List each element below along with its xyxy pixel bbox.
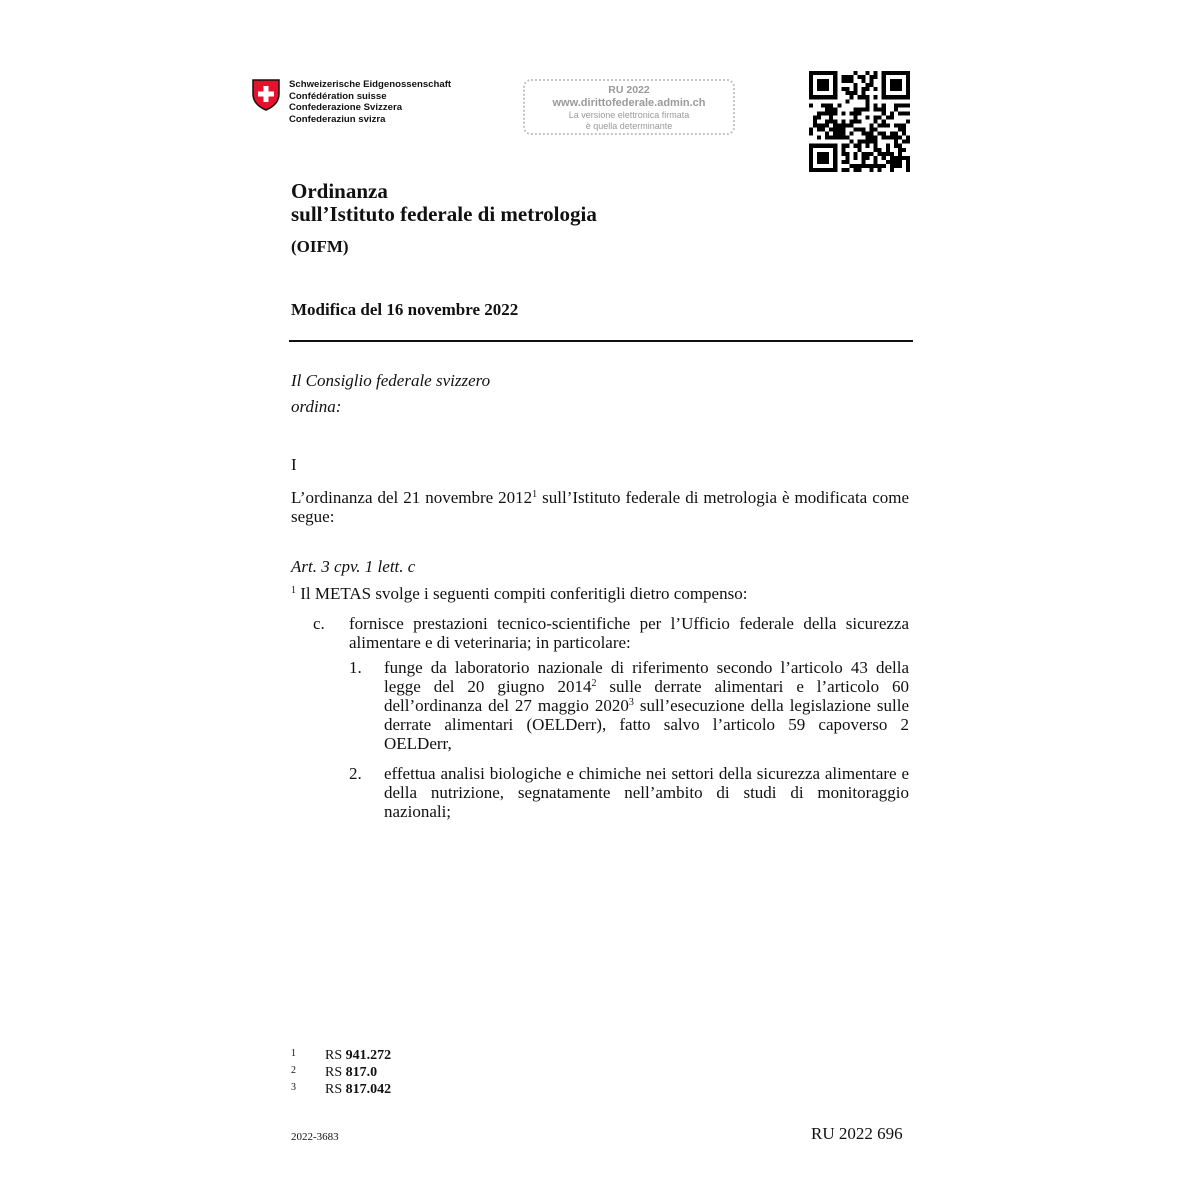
document-title: [291, 180, 597, 226]
item-c-label: c.: [313, 614, 325, 633]
intro-text-b: sull’Istituto federale di metrologia è modificata come segue:: [291, 488, 910, 526]
footnote-number: 2: [291, 1065, 296, 1076]
footnote-reference[interactable]: 817.0: [345, 1065, 378, 1080]
document-number: 2022-3683: [291, 1131, 339, 1143]
official-publication-stamp: [523, 79, 735, 135]
footnote-3: [291, 1080, 391, 1098]
section-number: I: [291, 455, 297, 474]
footnote-ref-2[interactable]: 2: [591, 678, 597, 689]
document-abbreviation: (OIFM): [291, 237, 349, 256]
footnote-ref-1[interactable]: 1: [532, 489, 538, 500]
intro-paragraph: [291, 488, 909, 526]
footnote-number: 3: [291, 1082, 296, 1093]
sub-item-1-text-a: funge da laboratorio nazionale di riferimento secondo l’articolo 43 della legge del 20 giugno 2014: [384, 658, 909, 696]
stamp-collection: RU 2022: [608, 84, 650, 96]
qr-code-icon: [809, 71, 910, 172]
footnote-prefix: RS: [325, 1048, 346, 1063]
swiss-shield-icon: [252, 79, 280, 111]
modification-date: Modifica del 16 novembre 2022: [291, 300, 519, 319]
footnote-ref-3[interactable]: 3: [628, 697, 634, 708]
footnote-reference[interactable]: 941.272: [345, 1048, 392, 1063]
title-line-1: Ordinanza: [291, 179, 388, 203]
footnote-prefix: RS: [325, 1082, 346, 1097]
confederation-line-it: Confederazione Svizzera: [289, 102, 403, 114]
paragraph-number: 1: [291, 585, 296, 596]
article-heading: Art. 3 cpv. 1 lett. c: [291, 557, 416, 576]
confederation-logo: [252, 79, 451, 125]
page-reference: RU 2022 696: [811, 1124, 903, 1143]
title-divider: [289, 340, 913, 342]
sub-item-1-text-b: sulle derrate alimentari e l’articolo 60 dell’ordinanza del 27 maggio 2020: [384, 677, 909, 715]
stamp-note-1: La versione elettronica firmata: [568, 110, 690, 120]
footnote-prefix: RS: [325, 1065, 346, 1080]
sub-item-2-text: effettua analisi biologiche e chimiche nei settori della sicurezza alimentare e della nutrizione, segnatamente nell’ambito di studi di monitoraggio nazionali;: [384, 764, 909, 821]
confederation-line-de: Schweizerische Eidgenossenschaft: [289, 79, 452, 90]
stamp-note-2: è quella determinante: [585, 121, 673, 131]
item-c-text: fornisce prestazioni tecnico-scientifiche per l’Ufficio federale della sicurezza alimentare e di veterinaria; in particolare:: [349, 614, 909, 652]
intro-text-a: L’ordinanza del 21 novembre 2012: [291, 488, 533, 507]
title-line-2: sull’Istituto federale di metrologia: [291, 202, 597, 226]
confederation-line-rm: Confederaziun svizra: [289, 113, 386, 125]
sub-item-1-text: [384, 658, 909, 753]
footnote-2: [291, 1063, 377, 1081]
confederation-line-fr: Confédération suisse: [289, 90, 387, 102]
issuing-authority: Il Consiglio federale svizzero: [291, 371, 491, 390]
footnote-number: 1: [291, 1048, 296, 1059]
footnote-reference[interactable]: 817.042: [345, 1082, 392, 1097]
footnote-1: [291, 1046, 391, 1064]
paragraph-1: [291, 584, 747, 604]
sub-item-1-text-c: sull’esecuzione della legislazione sulle derrate alimentari (OELDerr), fatto salvo l’articolo 59 capoverso 2 OELDerr,: [384, 696, 909, 753]
stamp-website[interactable]: www.dirittofederale.admin.ch: [552, 97, 706, 109]
sub-item-2-label: 2.: [349, 764, 362, 783]
ordains-text: ordina:: [291, 397, 342, 416]
paragraph-1-text: Il METAS svolge i seguenti compiti conferitigli dietro compenso:: [296, 584, 748, 603]
sub-item-1-label: 1.: [349, 658, 362, 677]
confederation-names: [289, 79, 451, 125]
